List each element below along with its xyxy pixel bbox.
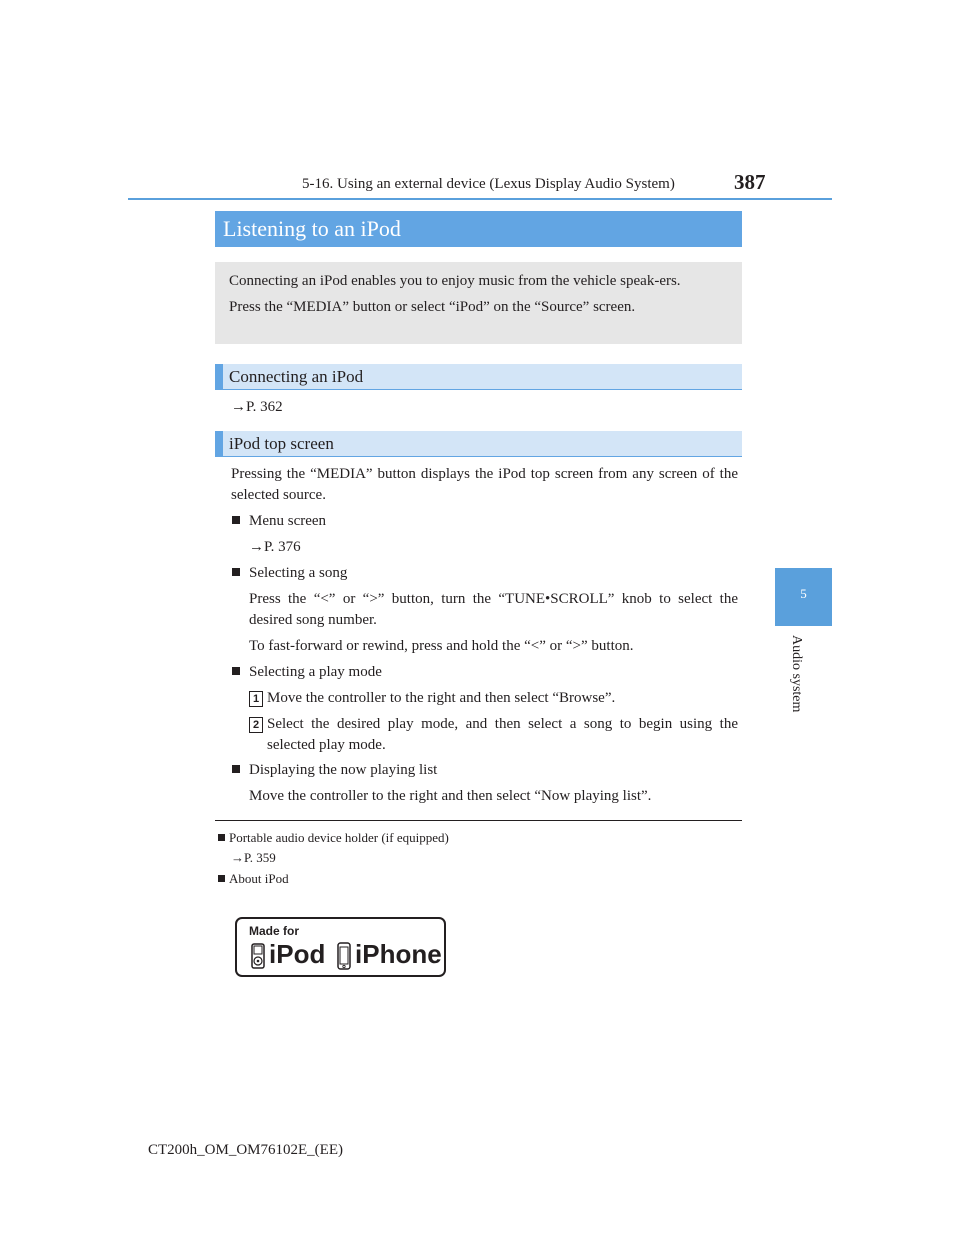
top-screen-heading: iPod top screen [215, 431, 742, 457]
ipod-device-icon [251, 943, 265, 969]
running-header: 5-16. Using an external device (Lexus Display Audio System) [302, 176, 675, 192]
arrow-icon: → [231, 850, 244, 865]
holder-note-ref-text: P. 359 [244, 850, 276, 865]
play-mode-item [232, 662, 382, 683]
bullet-square-icon [232, 568, 240, 576]
iphone-wordmark: iPhone [355, 939, 442, 969]
top-screen-description: Pressing the “MEDIA” button displays the iPod top screen from any screen of the selected source. [231, 466, 738, 503]
step-2-text: Select the desired play mode, and then select a song to begin using the selected play mode. [267, 716, 738, 753]
notes-divider [215, 820, 742, 821]
menu-screen-title: Menu screen [249, 513, 327, 529]
selecting-song-text-1: Press the “<” or “>” button, turn the “TUNE•SCROLL” knob to select the desired song number. [249, 591, 738, 628]
document-code-footer: CT200h_OM_OM76102E_(EE) [148, 1142, 343, 1158]
intro-box [215, 262, 742, 344]
bullet-square-icon [232, 516, 240, 524]
bullet-square-icon [232, 667, 240, 675]
now-playing-title: Displaying the now playing list [249, 762, 438, 778]
selecting-song-item [232, 563, 347, 584]
arrow-icon: → [249, 539, 264, 555]
selecting-song-text-2: To fast-forward or rewind, press and hold the “<” or “>” button. [249, 638, 634, 654]
now-playing-item [232, 760, 437, 781]
now-playing-text: Move the controller to the right and then select “Now playing list”. [249, 788, 652, 804]
page-number: 387 [734, 170, 766, 194]
step-2-badge [249, 714, 263, 735]
step-1-badge [249, 688, 263, 709]
holder-note [218, 829, 449, 847]
arrow-icon: → [231, 399, 246, 415]
connecting-ref [231, 397, 283, 418]
chapter-label: Audio system [789, 635, 804, 713]
holder-note-ref [231, 849, 276, 867]
ipod-wordmark: iPod [269, 939, 326, 969]
menu-screen-ref-text: P. 376 [264, 539, 301, 555]
menu-screen-item [232, 511, 326, 532]
holder-note-title: Portable audio device holder (if equipped) [229, 830, 449, 845]
main-heading: Listening to an iPod [215, 211, 742, 247]
about-ipod-note [218, 870, 289, 888]
connecting-heading: Connecting an iPod [215, 364, 742, 390]
selecting-song-title: Selecting a song [249, 565, 348, 581]
intro-line-1: Connecting an iPod enables you to enjoy music from the vehicle speak-ers. [229, 273, 681, 289]
bullet-square-icon [232, 765, 240, 773]
about-ipod-title: About iPod [229, 871, 289, 886]
iphone-device-icon [337, 942, 351, 970]
made-for-text: Made for [249, 924, 300, 938]
made-for-ipod-iphone-logo [235, 917, 446, 977]
step-1-text: Move the controller to the right and then select “Browse”. [267, 690, 616, 706]
play-mode-title: Selecting a play mode [249, 664, 382, 680]
bullet-square-icon [218, 875, 225, 882]
connecting-ref-text: P. 362 [246, 399, 283, 415]
header-divider [128, 198, 832, 200]
bullet-square-icon [218, 834, 225, 841]
step-number-2: 2 [249, 717, 263, 733]
menu-screen-ref [249, 537, 301, 558]
chapter-tab: 5 [775, 568, 832, 626]
step-number-1: 1 [249, 691, 263, 707]
intro-line-2: Press the “MEDIA” button or select “iPod” on the “Source” screen. [229, 299, 636, 315]
